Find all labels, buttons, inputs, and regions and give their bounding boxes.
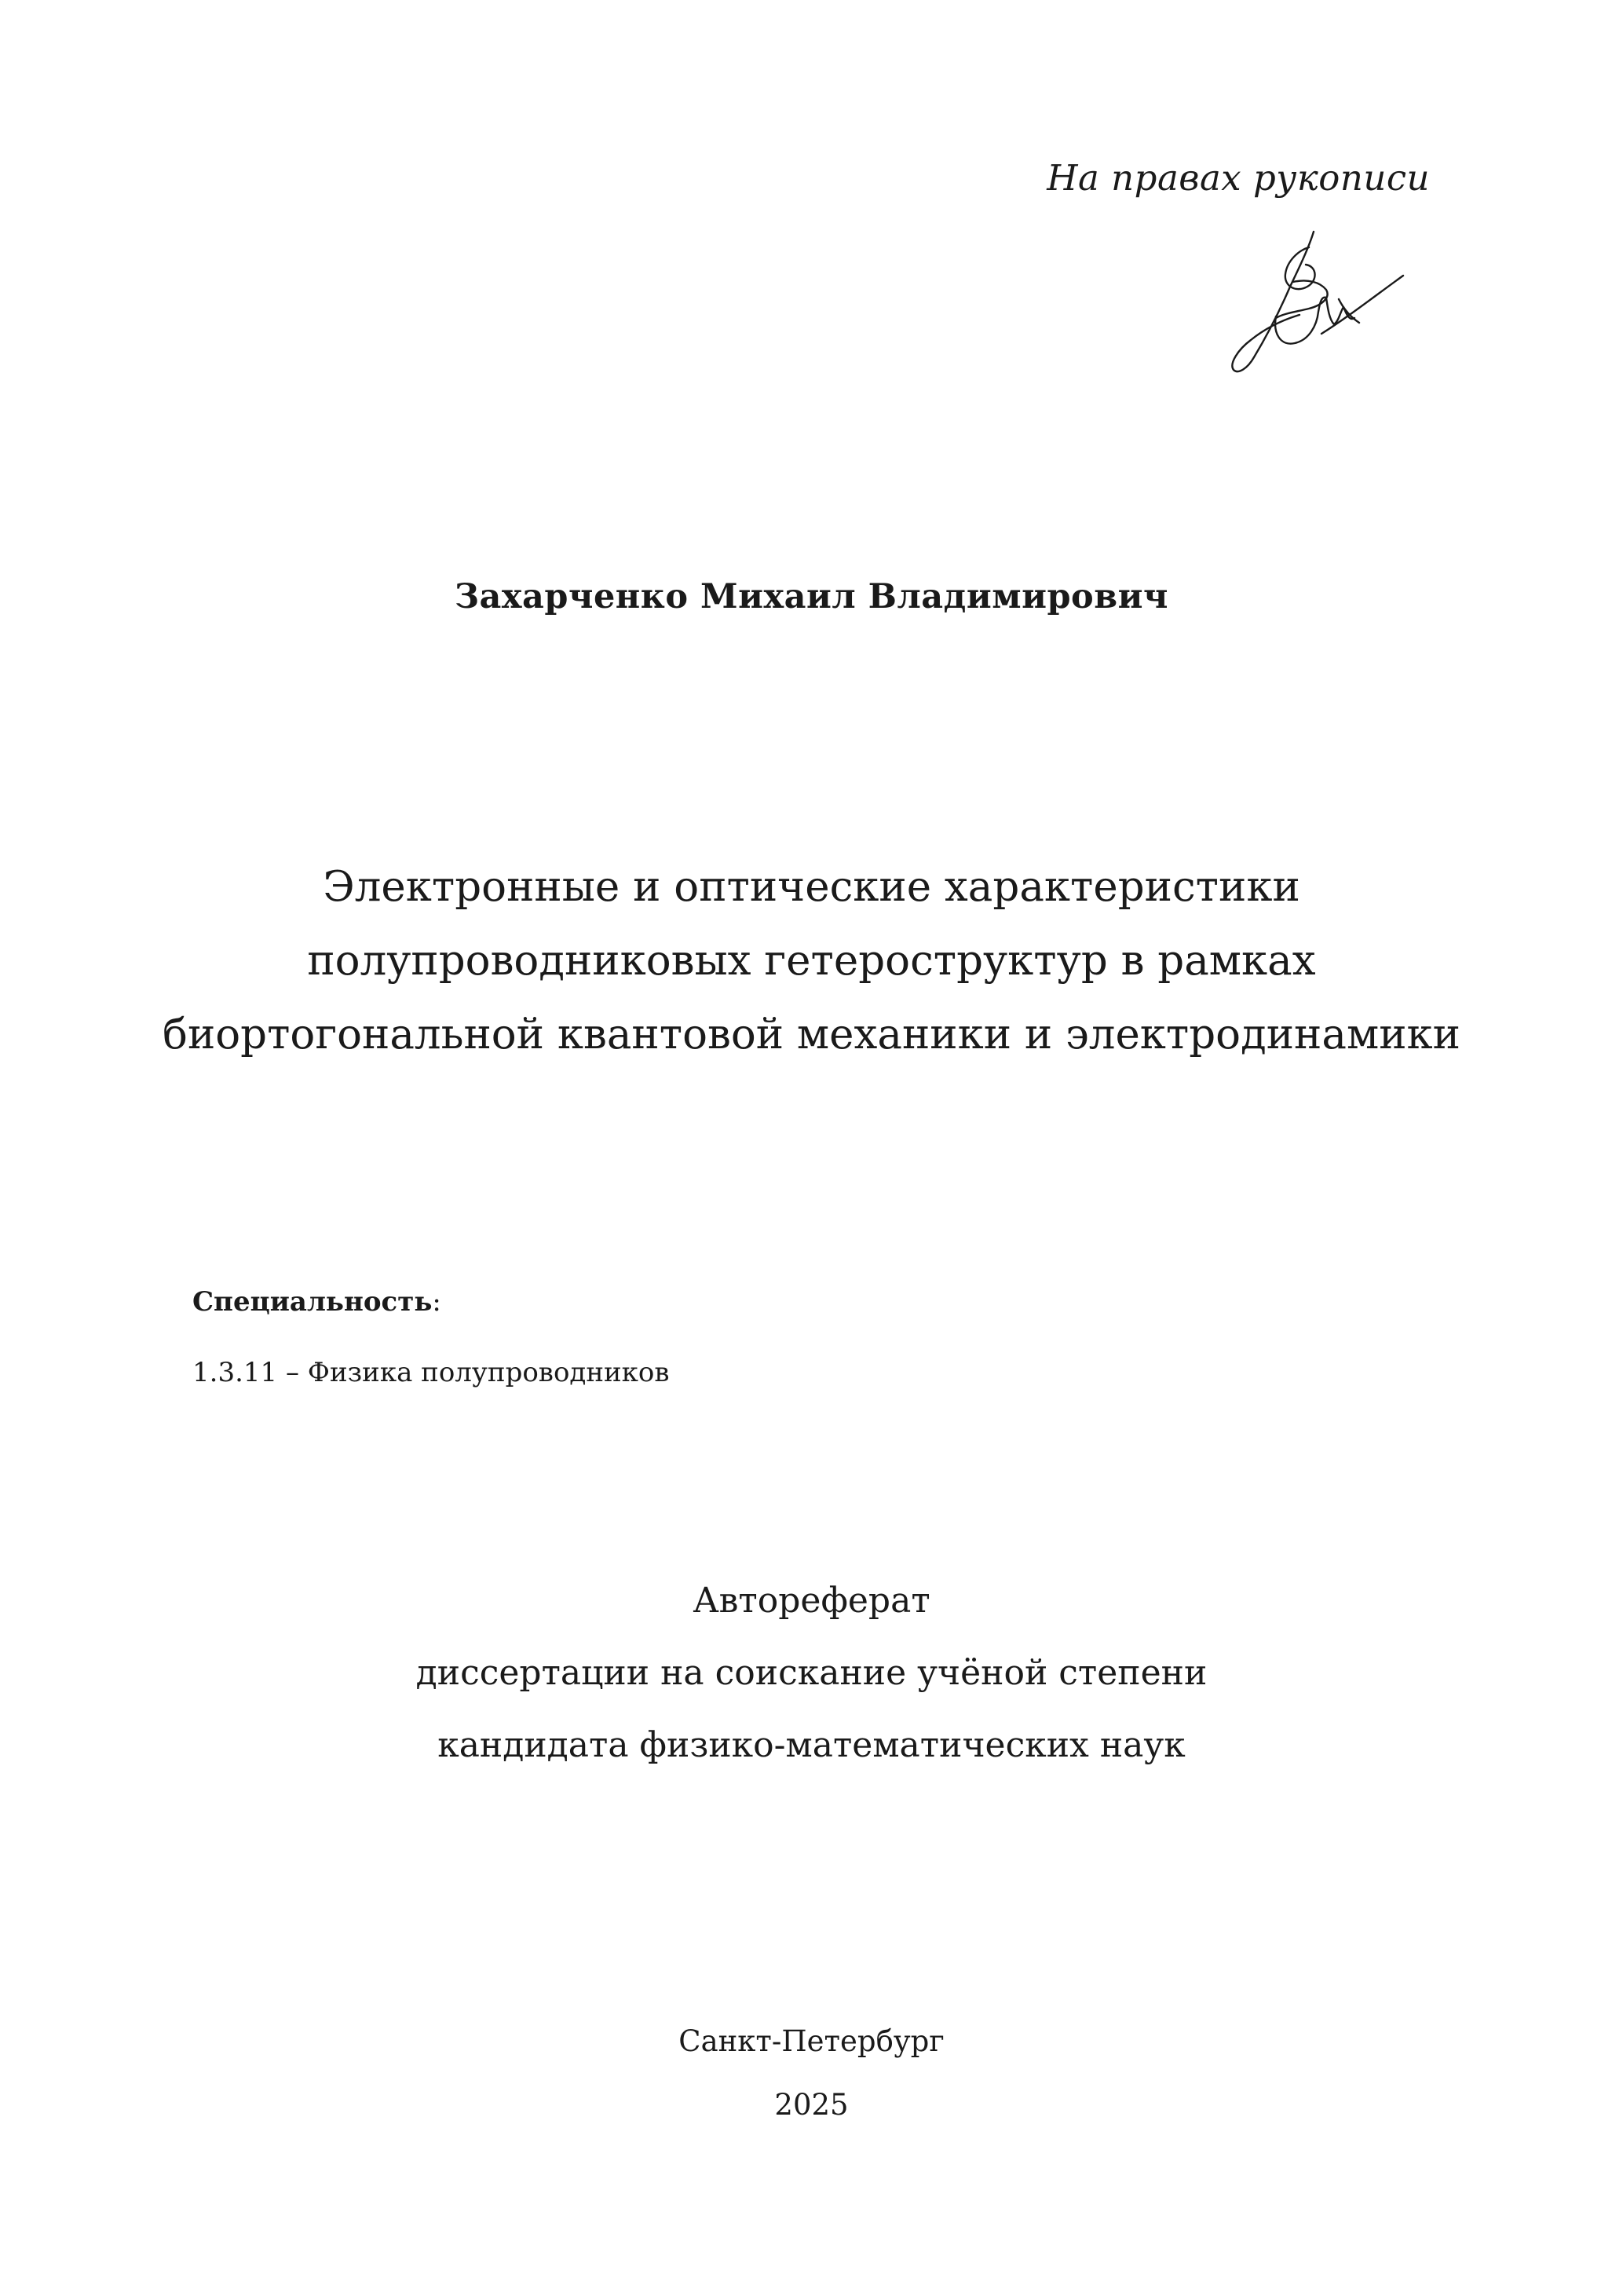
title-line: Электронные и оптические характеристики [323, 863, 1300, 911]
specialty-value: 1.3.11 – Физика полупроводников [192, 1357, 670, 1388]
manuscript-note: На правах рукописи [1047, 157, 1430, 199]
author-name: Захарченко Михаил Владимирович [455, 577, 1168, 616]
abstract-description [0, 1565, 1623, 1782]
abstract-line: Автореферат [693, 1581, 930, 1621]
specialty-label: Специальность [192, 1286, 433, 1318]
abstract-line: диссертации на соискание учёной степени [415, 1653, 1208, 1693]
city: Санкт-Петербург [678, 2024, 945, 2058]
title-line: полупроводниковых гетероструктур в рамках [307, 937, 1316, 985]
year: 2025 [774, 2088, 849, 2122]
dissertation-title [0, 850, 1623, 1072]
specialty-heading [192, 1286, 441, 1318]
handwritten-signature [1221, 224, 1413, 381]
title-line: биортогональной квантовой механики и электродинамики [163, 1011, 1460, 1058]
specialty-colon: : [432, 1286, 441, 1318]
abstract-line: кандидата физико-математических наук [437, 1725, 1186, 1765]
